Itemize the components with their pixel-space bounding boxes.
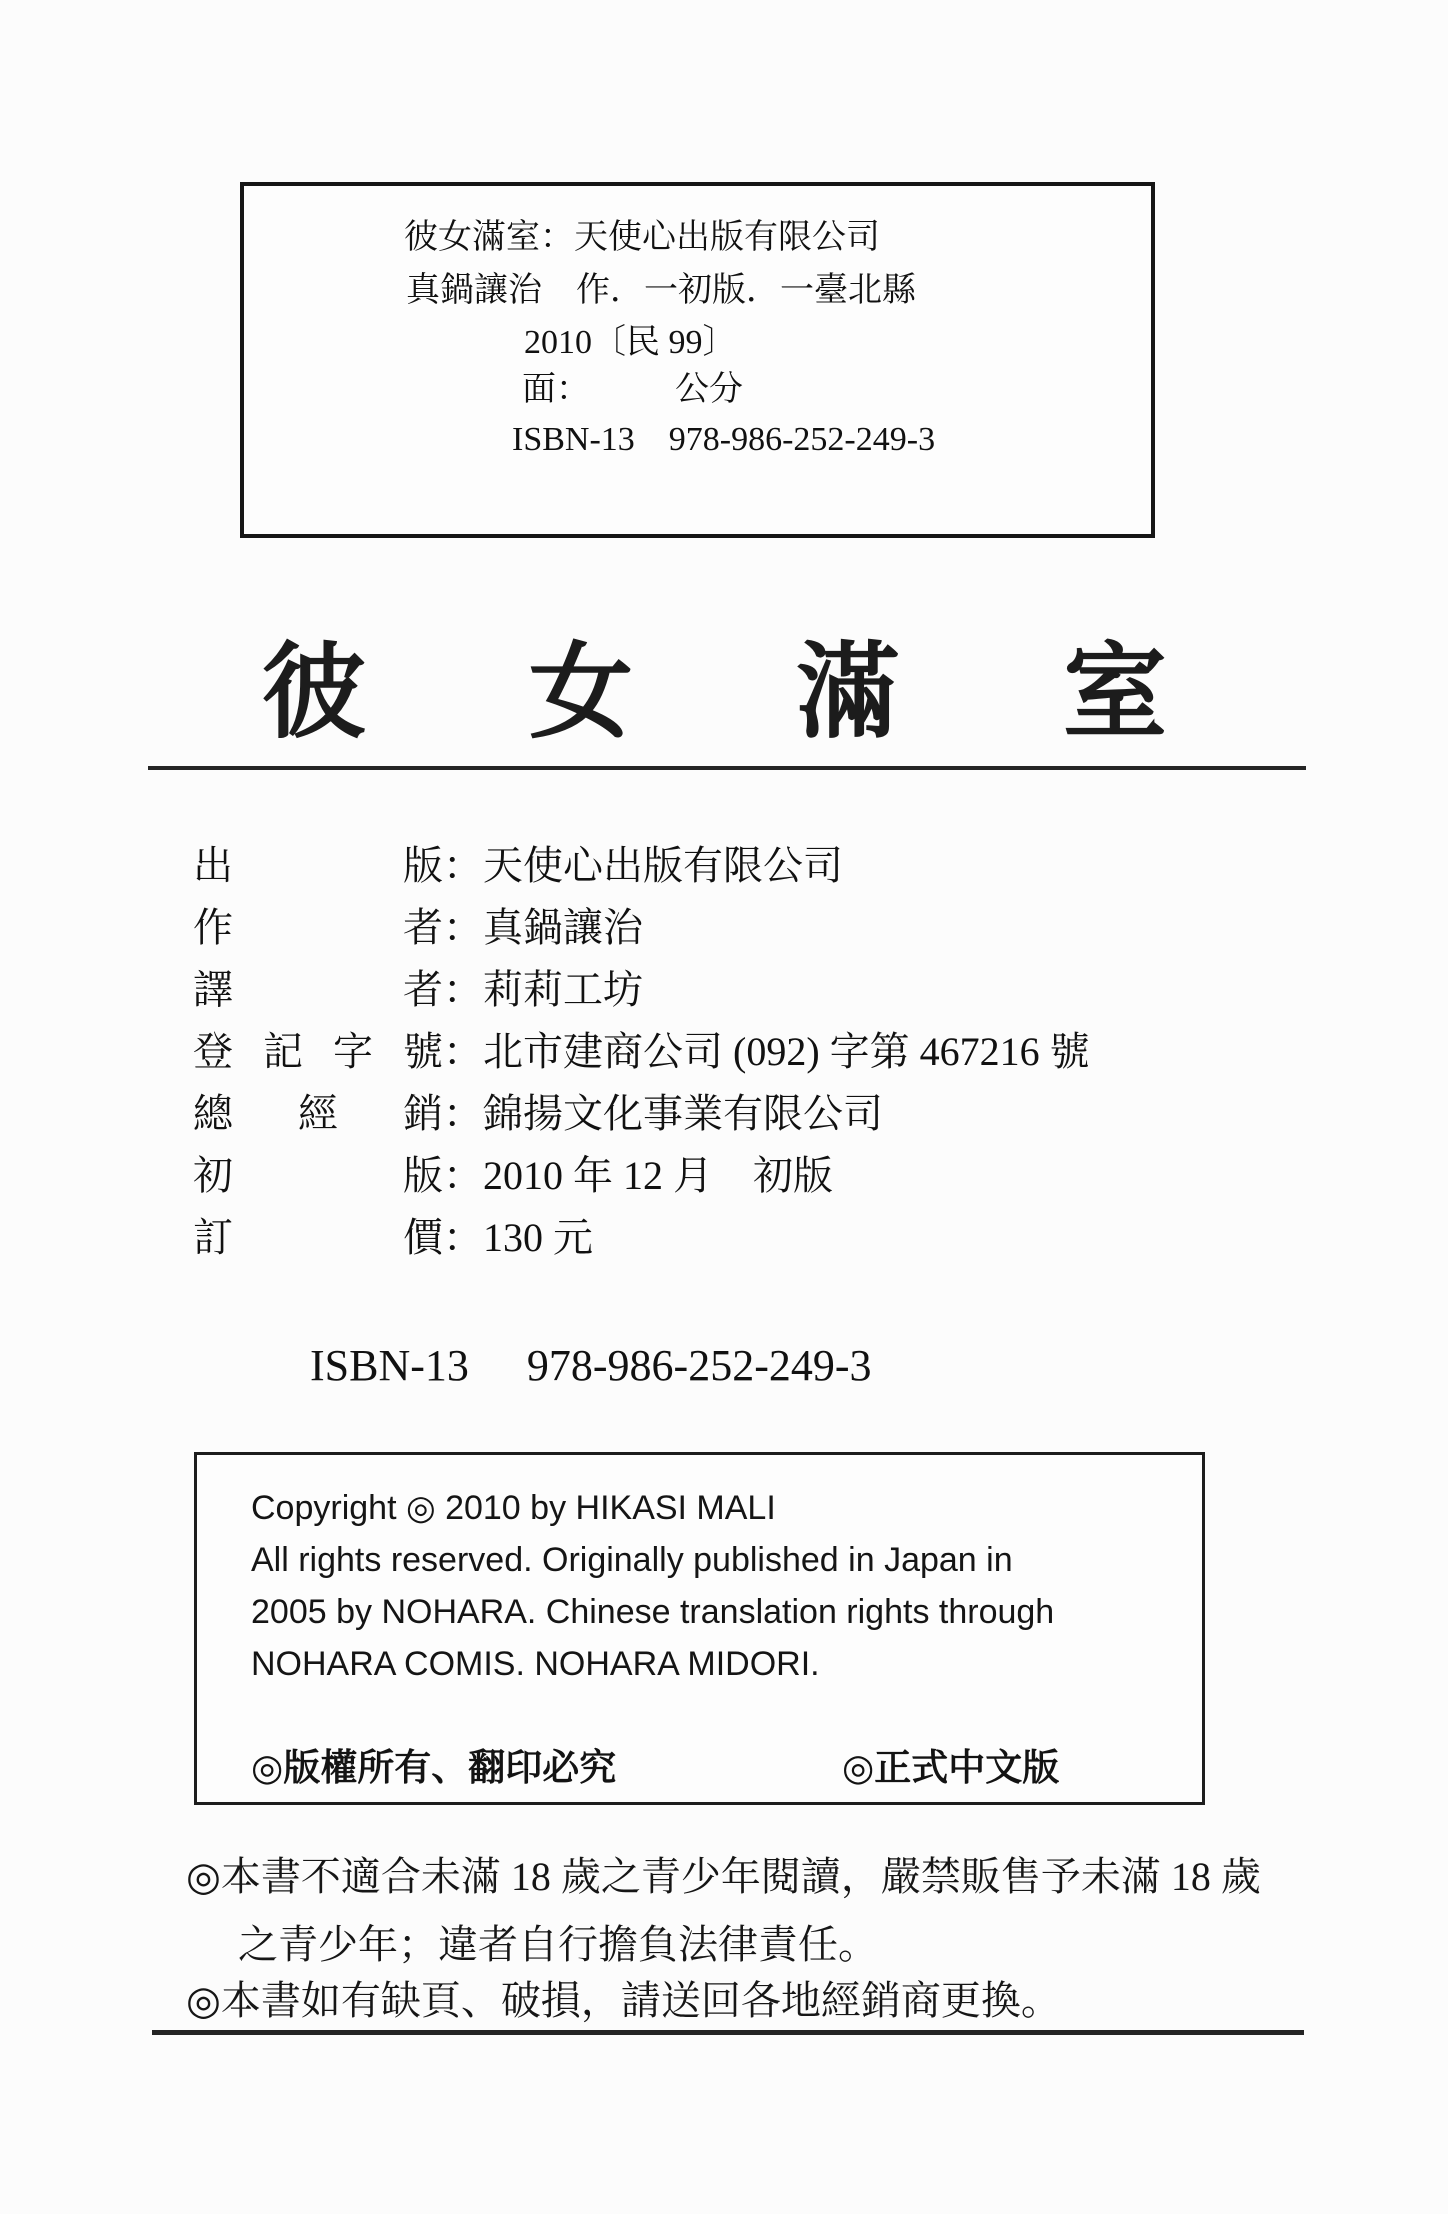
rights-reserved-note: ◎版權所有、翻印必究 — [251, 1747, 617, 1788]
isbn-number: 978-986-252-249-3 — [526, 1341, 872, 1390]
book-title-char: 滿 — [795, 636, 900, 751]
book-title — [262, 636, 1167, 751]
info-value: 2010 年 12 月 初版 — [483, 1153, 833, 1198]
info-colon: ： — [443, 1091, 483, 1136]
info-row-registration — [193, 1020, 1090, 1082]
info-row-translator — [193, 958, 1090, 1020]
copyright-line: NOHARA COMIS. NOHARA MIDORI. — [251, 1645, 820, 1683]
info-label: 作者 — [193, 905, 443, 950]
book-title-char: 女 — [528, 636, 633, 751]
info-colon: ： — [443, 967, 483, 1012]
title-divider-line — [148, 766, 1306, 770]
notice-replacement: ◎本書如有缺頁、破損，請送回各地經銷商更換。 — [186, 1978, 1061, 2023]
info-row-author — [193, 896, 1090, 958]
notice-age-restriction-line2: 之青少年；違者自行擔負法律責任。 — [238, 1922, 878, 1967]
book-title-char: 室 — [1062, 636, 1167, 751]
copyright-line: Copyright ◎ 2010 by HIKASI MALI — [251, 1489, 776, 1527]
cip-line-year: 2010〔民 99〕 — [524, 324, 737, 361]
info-label: 出版 — [193, 843, 443, 888]
info-value: 莉莉工坊 — [483, 967, 643, 1012]
info-label: 登記字號 — [193, 1029, 443, 1074]
info-colon: ： — [443, 1153, 483, 1198]
info-value: 130 元 — [483, 1215, 593, 1260]
info-row-edition — [193, 1144, 1090, 1206]
cip-line-isbn: ISBN-13 978-986-252-249-3 — [512, 421, 936, 458]
info-row-publisher — [193, 834, 1090, 896]
cip-catalog-box — [240, 182, 1155, 538]
info-value: 天使心出版有限公司 — [483, 843, 843, 888]
info-value: 北市建商公司 (092) 字第 467216 號 — [483, 1029, 1090, 1074]
info-label: 譯者 — [193, 967, 443, 1012]
info-colon: ： — [443, 1215, 483, 1260]
isbn-line — [310, 1340, 872, 1391]
info-colon: ： — [443, 905, 483, 950]
book-title-char: 彼 — [262, 636, 367, 751]
info-value: 錦揚文化事業有限公司 — [483, 1091, 883, 1136]
cip-line-author: 真鍋讓治 作．一初版．一臺北縣 — [406, 272, 916, 309]
copyright-box — [194, 1452, 1205, 1805]
notice-age-restriction-line1: ◎本書不適合未滿 18 歲之青少年閱讀，嚴禁販售予未滿 18 歲 — [186, 1854, 1261, 1899]
info-label: 初版 — [193, 1153, 443, 1198]
official-chinese-edition-note: ◎正式中文版 — [842, 1747, 1060, 1788]
cip-line-title: 彼女滿室：天使心出版有限公司 — [404, 219, 880, 256]
info-label: 訂價 — [193, 1215, 443, 1260]
info-value: 真鍋讓治 — [483, 905, 643, 950]
copyright-line: All rights reserved. Originally published in Japan in — [251, 1541, 1013, 1579]
bottom-divider-line — [152, 2030, 1304, 2035]
info-row-price — [193, 1206, 1090, 1268]
info-row-distributor — [193, 1082, 1090, 1144]
info-colon: ： — [443, 843, 483, 888]
info-colon: ： — [443, 1029, 483, 1074]
cip-line-dimensions: 面： 公分 — [522, 371, 743, 408]
publication-info-list — [193, 834, 1090, 1268]
info-label: 總經銷 — [193, 1091, 443, 1136]
isbn-label: ISBN-13 — [310, 1341, 469, 1390]
copyright-line: 2005 by NOHARA. Chinese translation rights through — [251, 1593, 1055, 1631]
